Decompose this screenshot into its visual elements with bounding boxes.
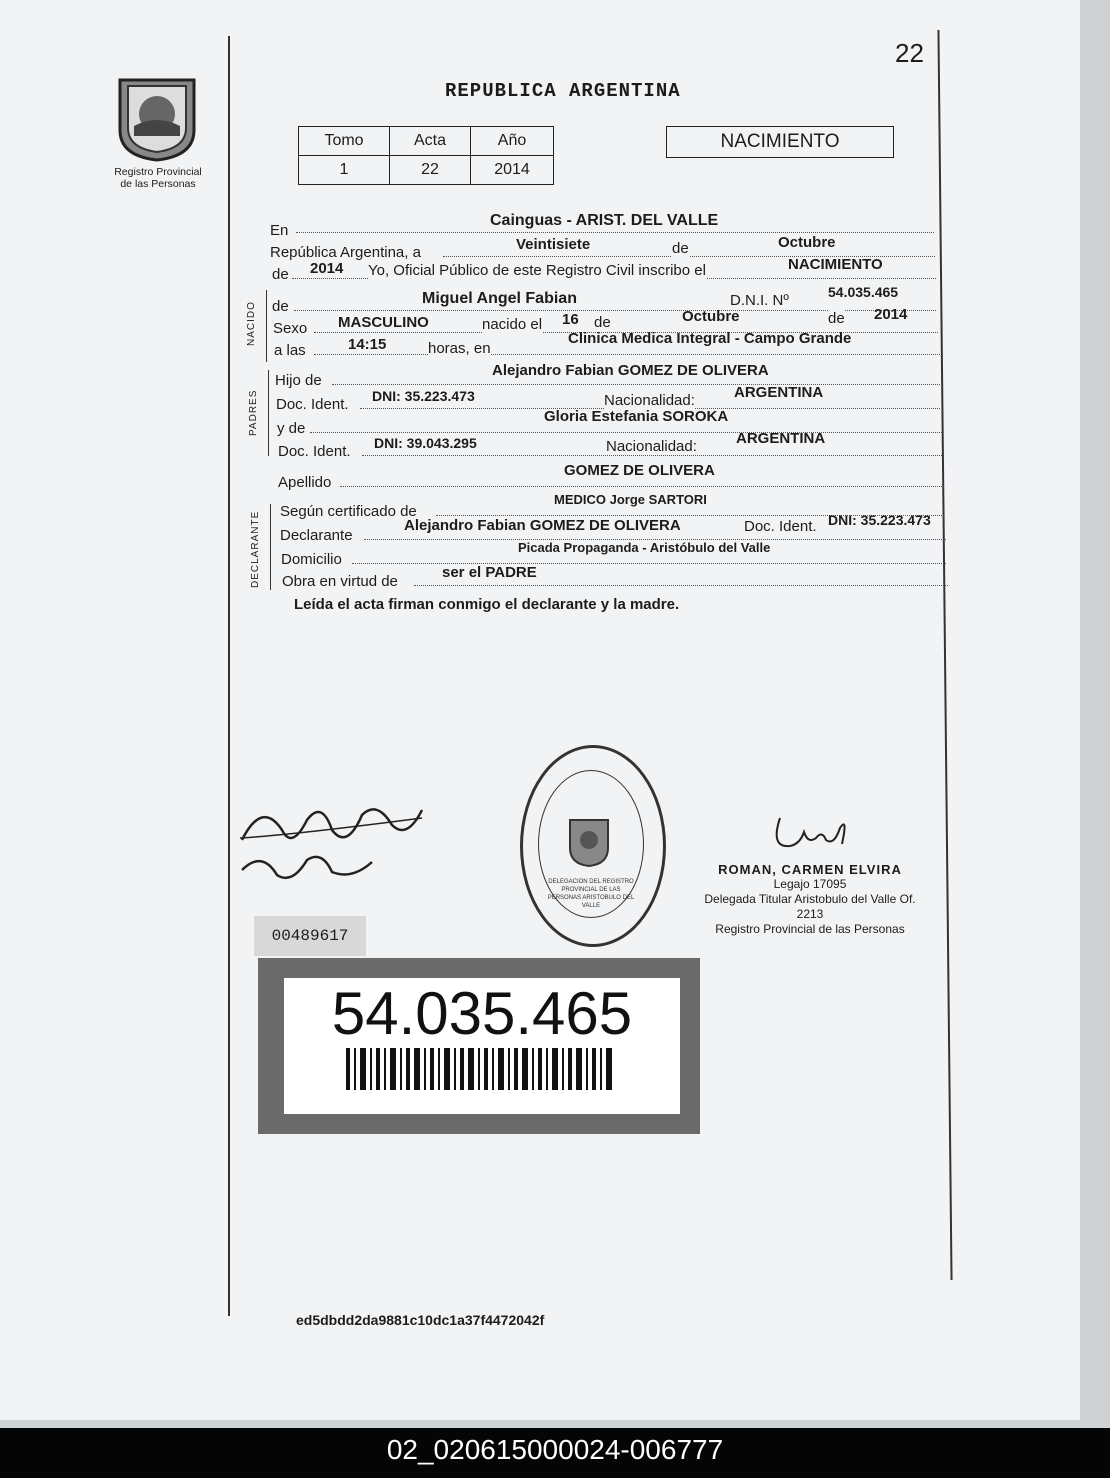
tipo-value: NACIMIENTO — [788, 256, 883, 273]
label-en: En — [270, 222, 289, 239]
anio-nac-value: 2014 — [874, 306, 908, 323]
official-cargo: Delegada Titular Aristobulo del Valle Of. 2213 — [704, 892, 916, 921]
domicilio-value: Picada Propaganda - Aristóbulo del Valle — [518, 540, 771, 555]
label-nacionalidad-padre: Nacionalidad: — [604, 392, 695, 409]
label-hijo-de: Hijo de — [275, 372, 322, 389]
sexo-value: MASCULINO — [338, 314, 429, 331]
anio-header: Año — [471, 127, 554, 156]
label-de-anio: de — [272, 266, 289, 283]
apellido-value: GOMEZ DE OLIVERA — [564, 462, 715, 479]
padres-bracket — [268, 370, 269, 456]
dia-nac-value: 16 — [562, 311, 579, 328]
label-horas-en: horas, en — [428, 340, 491, 357]
madre-value: Gloria Estefania SOROKA — [544, 408, 729, 425]
nacido-bracket — [266, 290, 267, 362]
obra-value: ser el PADRE — [442, 564, 537, 581]
label-y-de: y de — [277, 420, 306, 437]
anio-value: 2014 — [310, 260, 344, 277]
dotted-line — [340, 486, 944, 487]
official-signature-block — [690, 862, 930, 937]
padre-value: Alejandro Fabian GOMEZ DE OLIVERA — [492, 362, 769, 379]
registry-caption-line2: de las Personas — [120, 178, 196, 190]
official-registro: Registro Provincial de las Personas — [715, 922, 905, 936]
side-label-padres: PADRES — [248, 389, 259, 436]
label-obra: Obra en virtud de — [282, 573, 398, 590]
registry-caption — [105, 166, 211, 190]
label-de-nombre: de — [272, 298, 289, 315]
certificado-value: MEDICO Jorge SARTORI — [554, 492, 707, 507]
anio-value: 2014 — [471, 156, 554, 185]
label-apellido: Apellido — [278, 474, 332, 491]
control-number: 00489617 — [254, 916, 366, 956]
label-segun: Según certificado de — [280, 503, 417, 520]
dotted-line — [310, 432, 942, 433]
label-declarante: Declarante — [280, 527, 353, 544]
registry-caption-line1: Registro Provincial — [114, 166, 202, 178]
label-de-mes: de — [594, 314, 611, 331]
dotted-line — [296, 232, 934, 233]
official-name: ROMAN, CARMEN ELVIRA — [718, 862, 902, 877]
label-sexo: Sexo — [273, 320, 308, 337]
label-doc-ident-padre: Doc. Ident. — [276, 396, 349, 413]
label-a-las: a las — [274, 342, 306, 359]
declarant-signature — [232, 790, 432, 890]
padre-nac-value: ARGENTINA — [734, 384, 824, 401]
padre-doc-value: DNI: 35.223.473 — [372, 388, 475, 404]
seal-coat-of-arms-icon — [566, 816, 612, 868]
hora-value: 14:15 — [348, 336, 387, 353]
madre-doc-value: DNI: 39.043.295 — [374, 435, 477, 451]
dotted-line — [314, 354, 940, 355]
dni-value: 54.035.465 — [828, 284, 899, 300]
label-republica: República Argentina, a — [270, 244, 421, 261]
seal-text: DELEGACION DEL REGISTRO PROVINCIAL DE LAS PERSONAS ARISTOBULO DEL VALLE — [547, 879, 635, 909]
mes-texto-value: Octubre — [778, 234, 836, 251]
side-label-nacido: NACIDO — [246, 301, 257, 346]
label-yo: Yo, Oficial Público de este Registro Civil inscribo el — [368, 262, 706, 279]
dia-texto-value: Veintisiete — [516, 236, 591, 253]
declarante-bracket — [270, 504, 271, 590]
page-number: 22 — [895, 38, 924, 68]
acta-value: 22 — [390, 156, 471, 185]
barcode-icon — [346, 1048, 616, 1090]
label-doc-ident-madre: Doc. Ident. — [278, 443, 351, 460]
declarante-value: Alejandro Fabian GOMEZ DE OLIVERA — [404, 517, 681, 534]
label-domicilio: Domicilio — [281, 551, 342, 568]
left-margin-line — [228, 36, 230, 1316]
dotted-line — [414, 585, 948, 586]
closing-statement: Leída el acta firman conmigo el declarante y la madre. — [294, 596, 680, 613]
official-legajo: Legajo 17095 — [773, 877, 847, 891]
label-de: de — [672, 240, 689, 257]
tomo-acta-anio-table — [298, 126, 554, 185]
misiones-coat-of-arms-logo — [112, 70, 202, 162]
label-nacionalidad-madre: Nacionalidad: — [606, 438, 697, 455]
madre-nac-value: ARGENTINA — [736, 430, 826, 447]
mes-nac-value: Octubre — [682, 308, 740, 325]
declarante-doc-value: DNI: 35.223.473 — [828, 512, 931, 528]
dotted-line — [362, 455, 942, 456]
tomo-value: 1 — [299, 156, 390, 185]
label-de-anio-nac: de — [828, 310, 845, 327]
localidad-value: Cainguas - ARIST. DEL VALLE — [490, 212, 719, 229]
scan-footer-label: 02_020615000024-006777 — [0, 1428, 1110, 1478]
nombre-value: Miguel Angel Fabian — [422, 290, 577, 307]
official-signature — [770, 808, 860, 858]
record-type-box: NACIMIENTO — [666, 126, 894, 158]
acta-header: Acta — [390, 127, 471, 156]
document-title: REPUBLICA ARGENTINA — [445, 80, 681, 102]
label-nacido: nacido el — [482, 316, 543, 333]
dotted-line — [332, 384, 940, 385]
label-doc-ident-declarante: Doc. Ident. — [744, 518, 817, 535]
lugar-value: Clinica Medica Integral - Campo Grande — [568, 330, 852, 347]
tomo-header: Tomo — [299, 127, 390, 156]
label-dni: D.N.I. Nº — [730, 292, 789, 309]
document-hash: ed5dbdd2da9881c10dc1a37f4472042f — [296, 1312, 545, 1328]
side-label-declarante: DECLARANTE — [250, 510, 261, 588]
dni-sticker-number: 54.035.465 — [331, 980, 633, 1047]
